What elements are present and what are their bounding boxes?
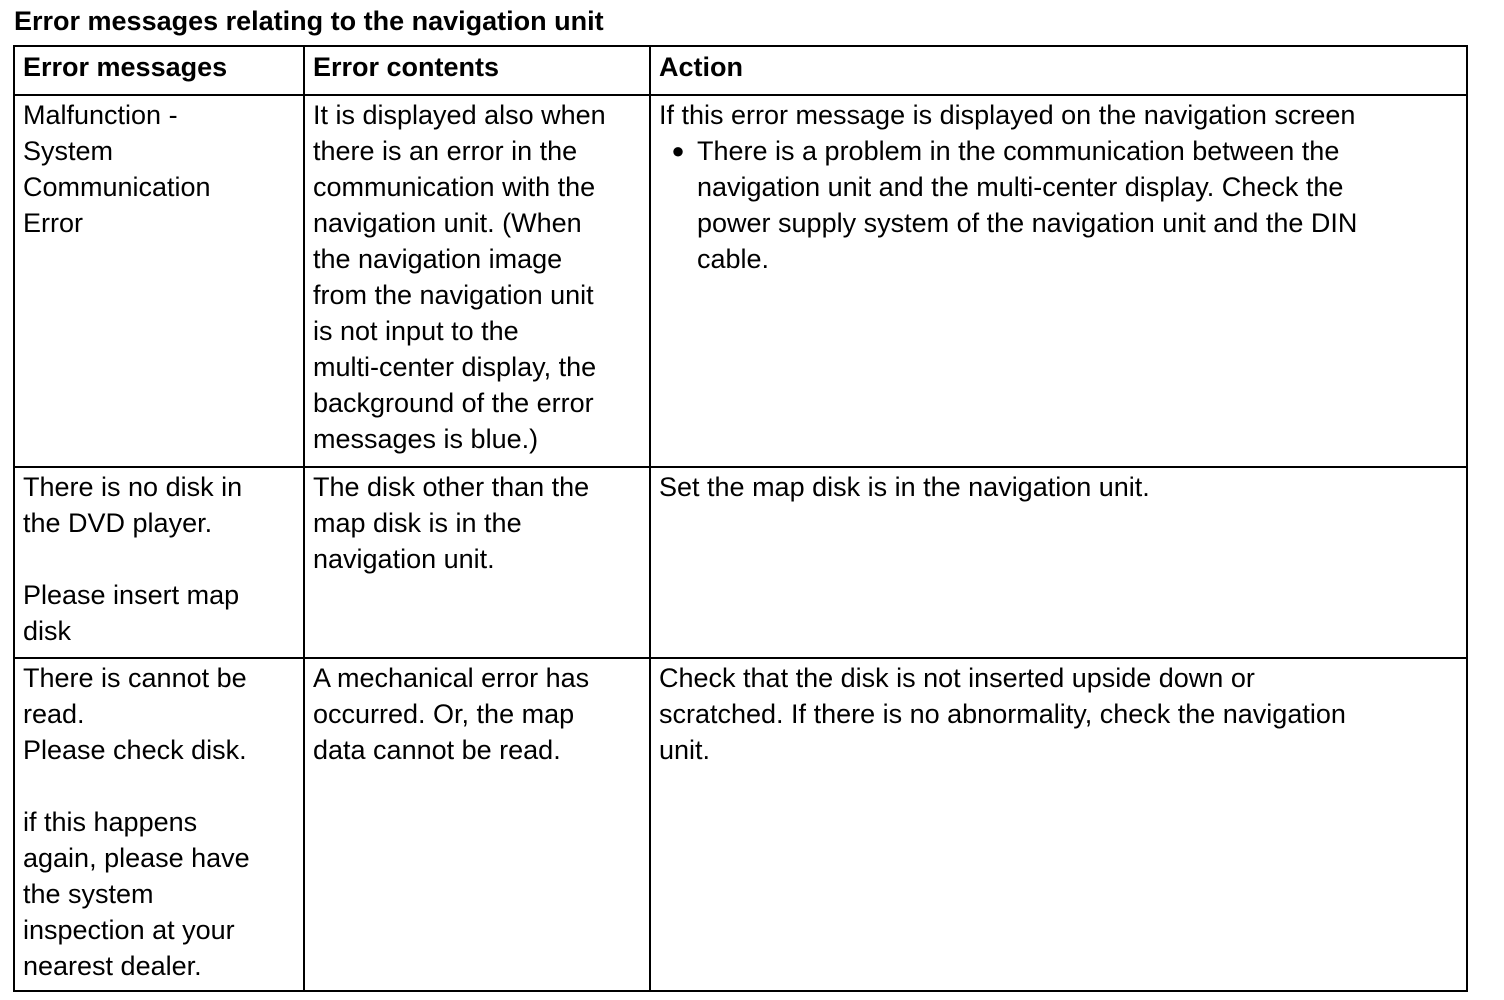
- text-line: data cannot be read.: [313, 735, 561, 765]
- page-title: Error messages relating to the navigation unit: [14, 6, 604, 36]
- text-line: the navigation image: [313, 244, 563, 274]
- error-message-cell: [14, 467, 304, 658]
- text-line: Communication: [23, 172, 211, 202]
- text-line: background of the error: [313, 388, 594, 418]
- text-line: A mechanical error has: [313, 663, 590, 693]
- text-line: is not input to the: [313, 316, 519, 346]
- text-line: cable.: [697, 244, 770, 274]
- text-line: messages is blue.): [313, 424, 539, 454]
- error-contents-cell: [304, 95, 650, 467]
- text-line: read.: [23, 699, 85, 729]
- error-message-cell: [14, 95, 304, 467]
- table-row: [14, 658, 1467, 991]
- header-error-contents: Error contents: [304, 46, 650, 95]
- table-header-row: [14, 46, 1467, 95]
- action-cell: [650, 467, 1467, 658]
- text-line: There is no disk in: [23, 472, 243, 502]
- error-contents-cell: [304, 658, 650, 991]
- text-line: navigation unit.: [313, 544, 495, 574]
- table-row: [14, 95, 1467, 467]
- text-line: It is displayed also when: [313, 100, 606, 130]
- action-intro: If this error message is displayed on the navigation screen: [659, 100, 1356, 130]
- bullet-list-item: [659, 133, 1460, 277]
- text-line: communication with the: [313, 172, 596, 202]
- text-line: navigation unit. (When: [313, 208, 582, 238]
- text-line: multi-center display, the: [313, 352, 597, 382]
- text-line: inspection at your: [23, 915, 235, 945]
- text-line: There is a problem in the communication between the: [697, 136, 1340, 166]
- table-row: [14, 467, 1467, 658]
- text-line: again, please have: [23, 843, 250, 873]
- text-line: Malfunction -: [23, 100, 178, 130]
- text-line: map disk is in the: [313, 508, 522, 538]
- text-line: there is an error in the: [313, 136, 578, 166]
- text-line: Set the map disk is in the navigation unit.: [659, 472, 1150, 502]
- text-line: occurred. Or, the map: [313, 699, 575, 729]
- text-line: disk: [23, 616, 72, 646]
- error-messages-table: [13, 45, 1468, 992]
- text-line: from the navigation unit: [313, 280, 594, 310]
- text-line: Check that the disk is not inserted upside down or: [659, 663, 1255, 693]
- text-line: Error: [23, 208, 83, 238]
- error-message-cell: [14, 658, 304, 991]
- header-error-messages: Error messages: [14, 46, 304, 95]
- header-action: Action: [650, 46, 1467, 95]
- text-line: Please check disk.: [23, 735, 247, 765]
- text-line: nearest dealer.: [23, 951, 202, 981]
- text-line: There is cannot be: [23, 663, 247, 693]
- text-line: System: [23, 136, 114, 166]
- text-line: the DVD player.: [23, 508, 213, 538]
- text-line: power supply system of the navigation unit and the DIN: [697, 208, 1358, 238]
- action-cell: [650, 95, 1467, 467]
- text-line: Please insert map: [23, 580, 240, 610]
- action-cell: [650, 658, 1467, 991]
- text-line: scratched. If there is no abnormality, check the navigation: [659, 699, 1346, 729]
- paragraph-gap: [23, 768, 297, 804]
- text-line: unit.: [659, 735, 711, 765]
- paragraph-gap: [23, 541, 297, 577]
- error-contents-cell: [304, 467, 650, 658]
- text-line: if this happens: [23, 807, 198, 837]
- text-line: The disk other than the: [313, 472, 590, 502]
- bullet-icon: ●: [671, 138, 685, 163]
- text-line: the system: [23, 879, 154, 909]
- text-line: navigation unit and the multi-center display. Check the: [697, 172, 1344, 202]
